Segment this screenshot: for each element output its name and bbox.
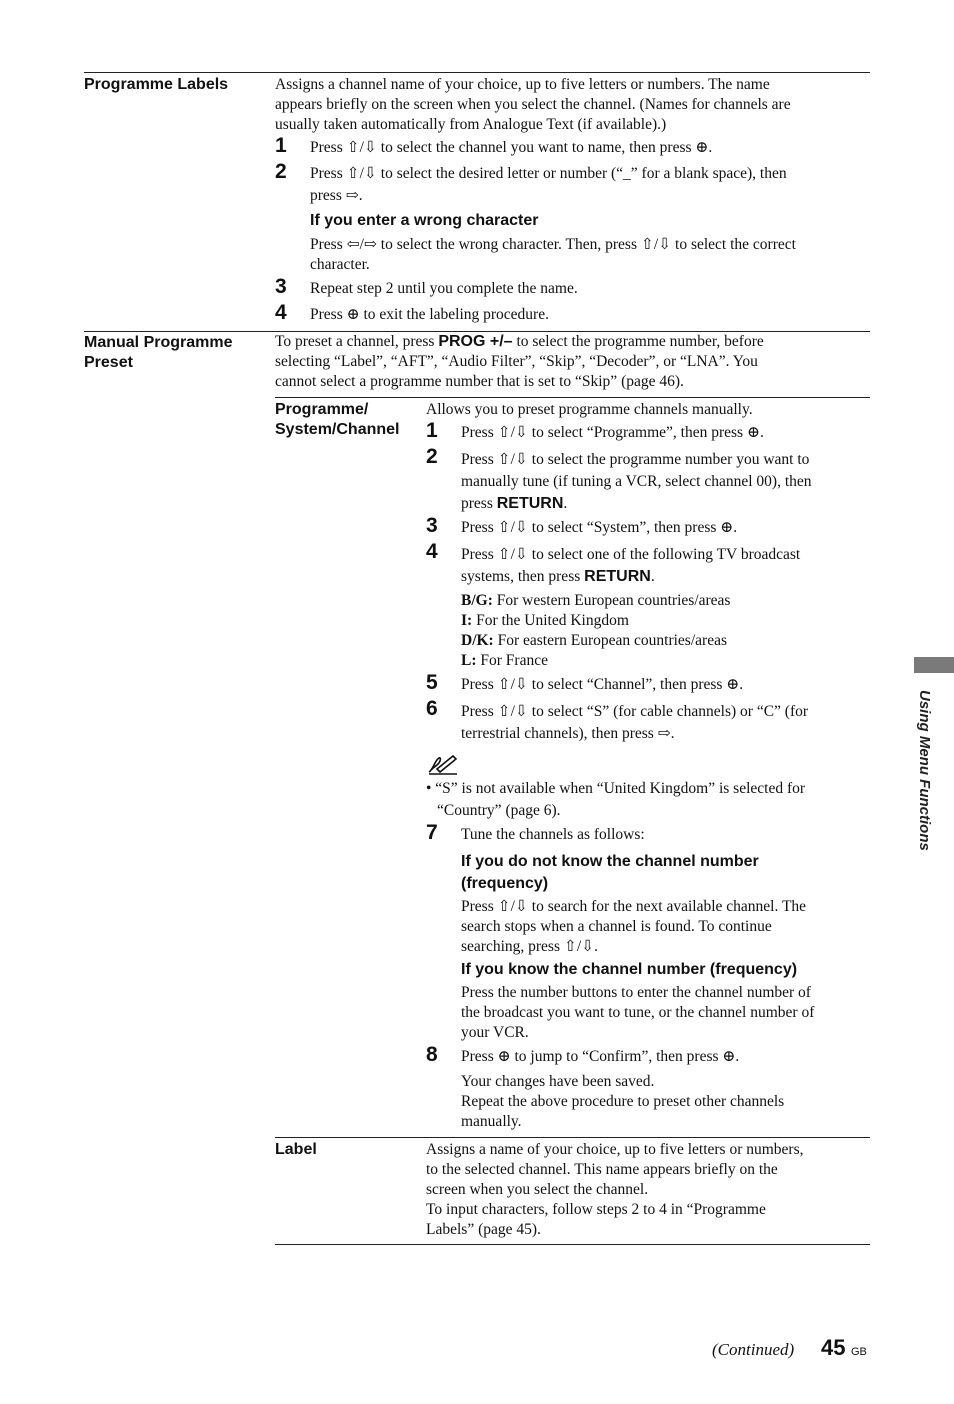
ps-step-8-after bbox=[461, 1072, 871, 1132]
rule-top bbox=[84, 72, 870, 73]
text-line: Your changes have been saved. bbox=[461, 1073, 655, 1090]
known-channel-text bbox=[461, 983, 871, 1043]
text-line: your VCR. bbox=[461, 1024, 529, 1041]
text-line: Press ⇧/⇩ to select the desired letter or number (“_” for a blank space), then bbox=[310, 165, 787, 182]
text-line: the broadcast you want to tune, or the channel number of bbox=[461, 1004, 815, 1021]
intro-line: cannot select a programme number that is set to “Skip” (page 46). bbox=[275, 373, 684, 390]
text-line: press ⇨. bbox=[310, 187, 363, 204]
intro-line: usually taken automatically from Analogue Text (if available).) bbox=[275, 116, 667, 133]
text-line: Press ⇧/⇩ to select “S” (for cable channels) or “C” (for bbox=[461, 703, 809, 720]
text-line: press RETURN. bbox=[461, 495, 568, 512]
broadcast-systems-list bbox=[461, 591, 730, 671]
rule-label bbox=[275, 1137, 870, 1138]
step-number: 3 bbox=[275, 275, 287, 298]
manual-preset-heading bbox=[84, 333, 264, 373]
step-number: 5 bbox=[426, 671, 438, 694]
text-line: search stops when a channel is found. To continue bbox=[461, 918, 772, 935]
text-line: manually tune (if tuning a VCR, select channel 00), then bbox=[461, 473, 812, 490]
label-heading: Label bbox=[275, 1141, 317, 1158]
system-item: B/G: For western European countries/areas bbox=[461, 592, 731, 609]
text-line: manually. bbox=[461, 1113, 522, 1130]
heading-line: (frequency) bbox=[461, 875, 549, 892]
text-line: • “S” is not available when “United Kingdom” is selected for bbox=[426, 780, 806, 797]
ps-step-8: Press ⊕ to jump to “Confirm”, then press ⊕. bbox=[461, 1048, 740, 1065]
step-number: 1 bbox=[426, 419, 438, 442]
programme-labels-heading: Programme Labels bbox=[84, 76, 229, 93]
heading-line: System/Channel bbox=[275, 421, 400, 438]
step-number: 2 bbox=[426, 445, 438, 468]
system-item: I: For the United Kingdom bbox=[461, 612, 629, 629]
ps-step-5: Press ⇧/⇩ to select “Channel”, then press ⊕. bbox=[461, 676, 744, 693]
known-channel-heading: If you know the channel number (frequency) bbox=[461, 961, 798, 978]
intro-line: selecting “Label”, “AFT”, “Audio Filter”, “Skip”, “Decoder”, or “LNA”. You bbox=[275, 353, 758, 370]
text-line: Press ⇧/⇩ to select one of the following TV broadcast bbox=[461, 546, 801, 563]
intro-line: To preset a channel, press PROG +/– to select the programme number, before bbox=[275, 333, 764, 350]
continued-label: (Continued) bbox=[712, 1340, 795, 1359]
footer bbox=[700, 1336, 880, 1366]
manual-preset-intro bbox=[275, 332, 875, 392]
ps-step-1: Press ⇧/⇩ to select “Programme”, then press ⊕. bbox=[461, 424, 764, 441]
label-text bbox=[426, 1140, 866, 1240]
pl-step-4: Press ⊕ to exit the labeling procedure. bbox=[310, 306, 549, 323]
step-number: 1 bbox=[275, 134, 287, 157]
heading-line: Manual Programme bbox=[84, 334, 233, 351]
step-number: 4 bbox=[275, 301, 287, 324]
rule-bottom bbox=[275, 1244, 870, 1245]
pl-step-3: Repeat step 2 until you complete the name. bbox=[310, 280, 578, 297]
text-line: character. bbox=[310, 256, 370, 273]
heading-line: Programme/ bbox=[275, 401, 369, 418]
section-side-label: Using Menu Functions bbox=[916, 690, 933, 851]
region-code: GB bbox=[851, 1346, 867, 1358]
prog-key: PROG +/– bbox=[438, 333, 513, 350]
intro-line: appears briefly on the screen when you select the channel. (Names for channels are bbox=[275, 96, 791, 113]
programme-labels-intro bbox=[275, 75, 875, 135]
text-line: systems, then press RETURN. bbox=[461, 568, 655, 585]
step-number: 3 bbox=[426, 514, 438, 537]
text-line: Press ⇧/⇩ to search for the next available channel. The bbox=[461, 898, 807, 915]
return-key: RETURN bbox=[584, 568, 651, 585]
text-line: searching, press ⇧/⇩. bbox=[461, 938, 599, 955]
pl-step-1: Press ⇧/⇩ to select the channel you want to name, then press ⊕. bbox=[310, 139, 713, 156]
programme-system-heading bbox=[275, 400, 420, 440]
section-tab-marker bbox=[914, 657, 954, 673]
ps-step-7: Tune the channels as follows: bbox=[461, 826, 645, 843]
ps-step-3: Press ⇧/⇩ to select “System”, then press ⊕. bbox=[461, 519, 738, 536]
text-line: screen when you select the channel. bbox=[426, 1181, 649, 1198]
step-number: 8 bbox=[426, 1043, 438, 1066]
ps-step-2 bbox=[461, 449, 871, 515]
page-number: 45 bbox=[821, 1335, 846, 1360]
text-line: Labels” (page 45). bbox=[426, 1221, 541, 1238]
text-line: “Country” (page 6). bbox=[437, 802, 561, 819]
intro-line: Assigns a channel name of your choice, up to five letters or numbers. The name bbox=[275, 76, 770, 93]
text-line: Press the number buttons to enter the channel number of bbox=[461, 984, 811, 1001]
text-line: Press ⇦/⇨ to select the wrong character. Then, press ⇧/⇩ to select the correct bbox=[310, 236, 796, 253]
unknown-channel-heading bbox=[461, 851, 759, 895]
text-line: to the selected channel. This name appears briefly on the bbox=[426, 1161, 778, 1178]
ps-intro: Allows you to preset programme channels manually. bbox=[426, 401, 753, 418]
heading-line: If you do not know the channel number bbox=[461, 853, 759, 870]
note-text bbox=[426, 778, 866, 822]
note-pencil-icon bbox=[427, 752, 459, 776]
step-number: 4 bbox=[426, 540, 438, 563]
text-line: To input characters, follow steps 2 to 4 in “Programme bbox=[426, 1201, 766, 1218]
rule-programme bbox=[275, 397, 870, 398]
text-line: Press ⇧/⇩ to select the programme number you want to bbox=[461, 451, 810, 468]
step-number: 6 bbox=[426, 697, 438, 720]
system-item: D/K: For eastern European countries/areas bbox=[461, 632, 727, 649]
return-key: RETURN bbox=[496, 495, 564, 512]
system-item: L: For France bbox=[461, 652, 548, 669]
unknown-channel-text bbox=[461, 897, 871, 957]
wrong-char-text bbox=[310, 235, 870, 275]
heading-line: Preset bbox=[84, 354, 133, 371]
ps-step-6 bbox=[461, 701, 871, 745]
step-number: 2 bbox=[275, 160, 287, 183]
text-line: terrestrial channels), then press ⇨. bbox=[461, 725, 675, 742]
text-line: Assigns a name of your choice, up to five letters or numbers, bbox=[426, 1141, 804, 1158]
wrong-char-heading: If you enter a wrong character bbox=[310, 212, 539, 229]
step-number: 7 bbox=[426, 821, 438, 844]
ps-step-4 bbox=[461, 544, 871, 588]
text-line: Repeat the above procedure to preset other channels bbox=[461, 1093, 785, 1110]
pl-step-2 bbox=[310, 164, 870, 206]
